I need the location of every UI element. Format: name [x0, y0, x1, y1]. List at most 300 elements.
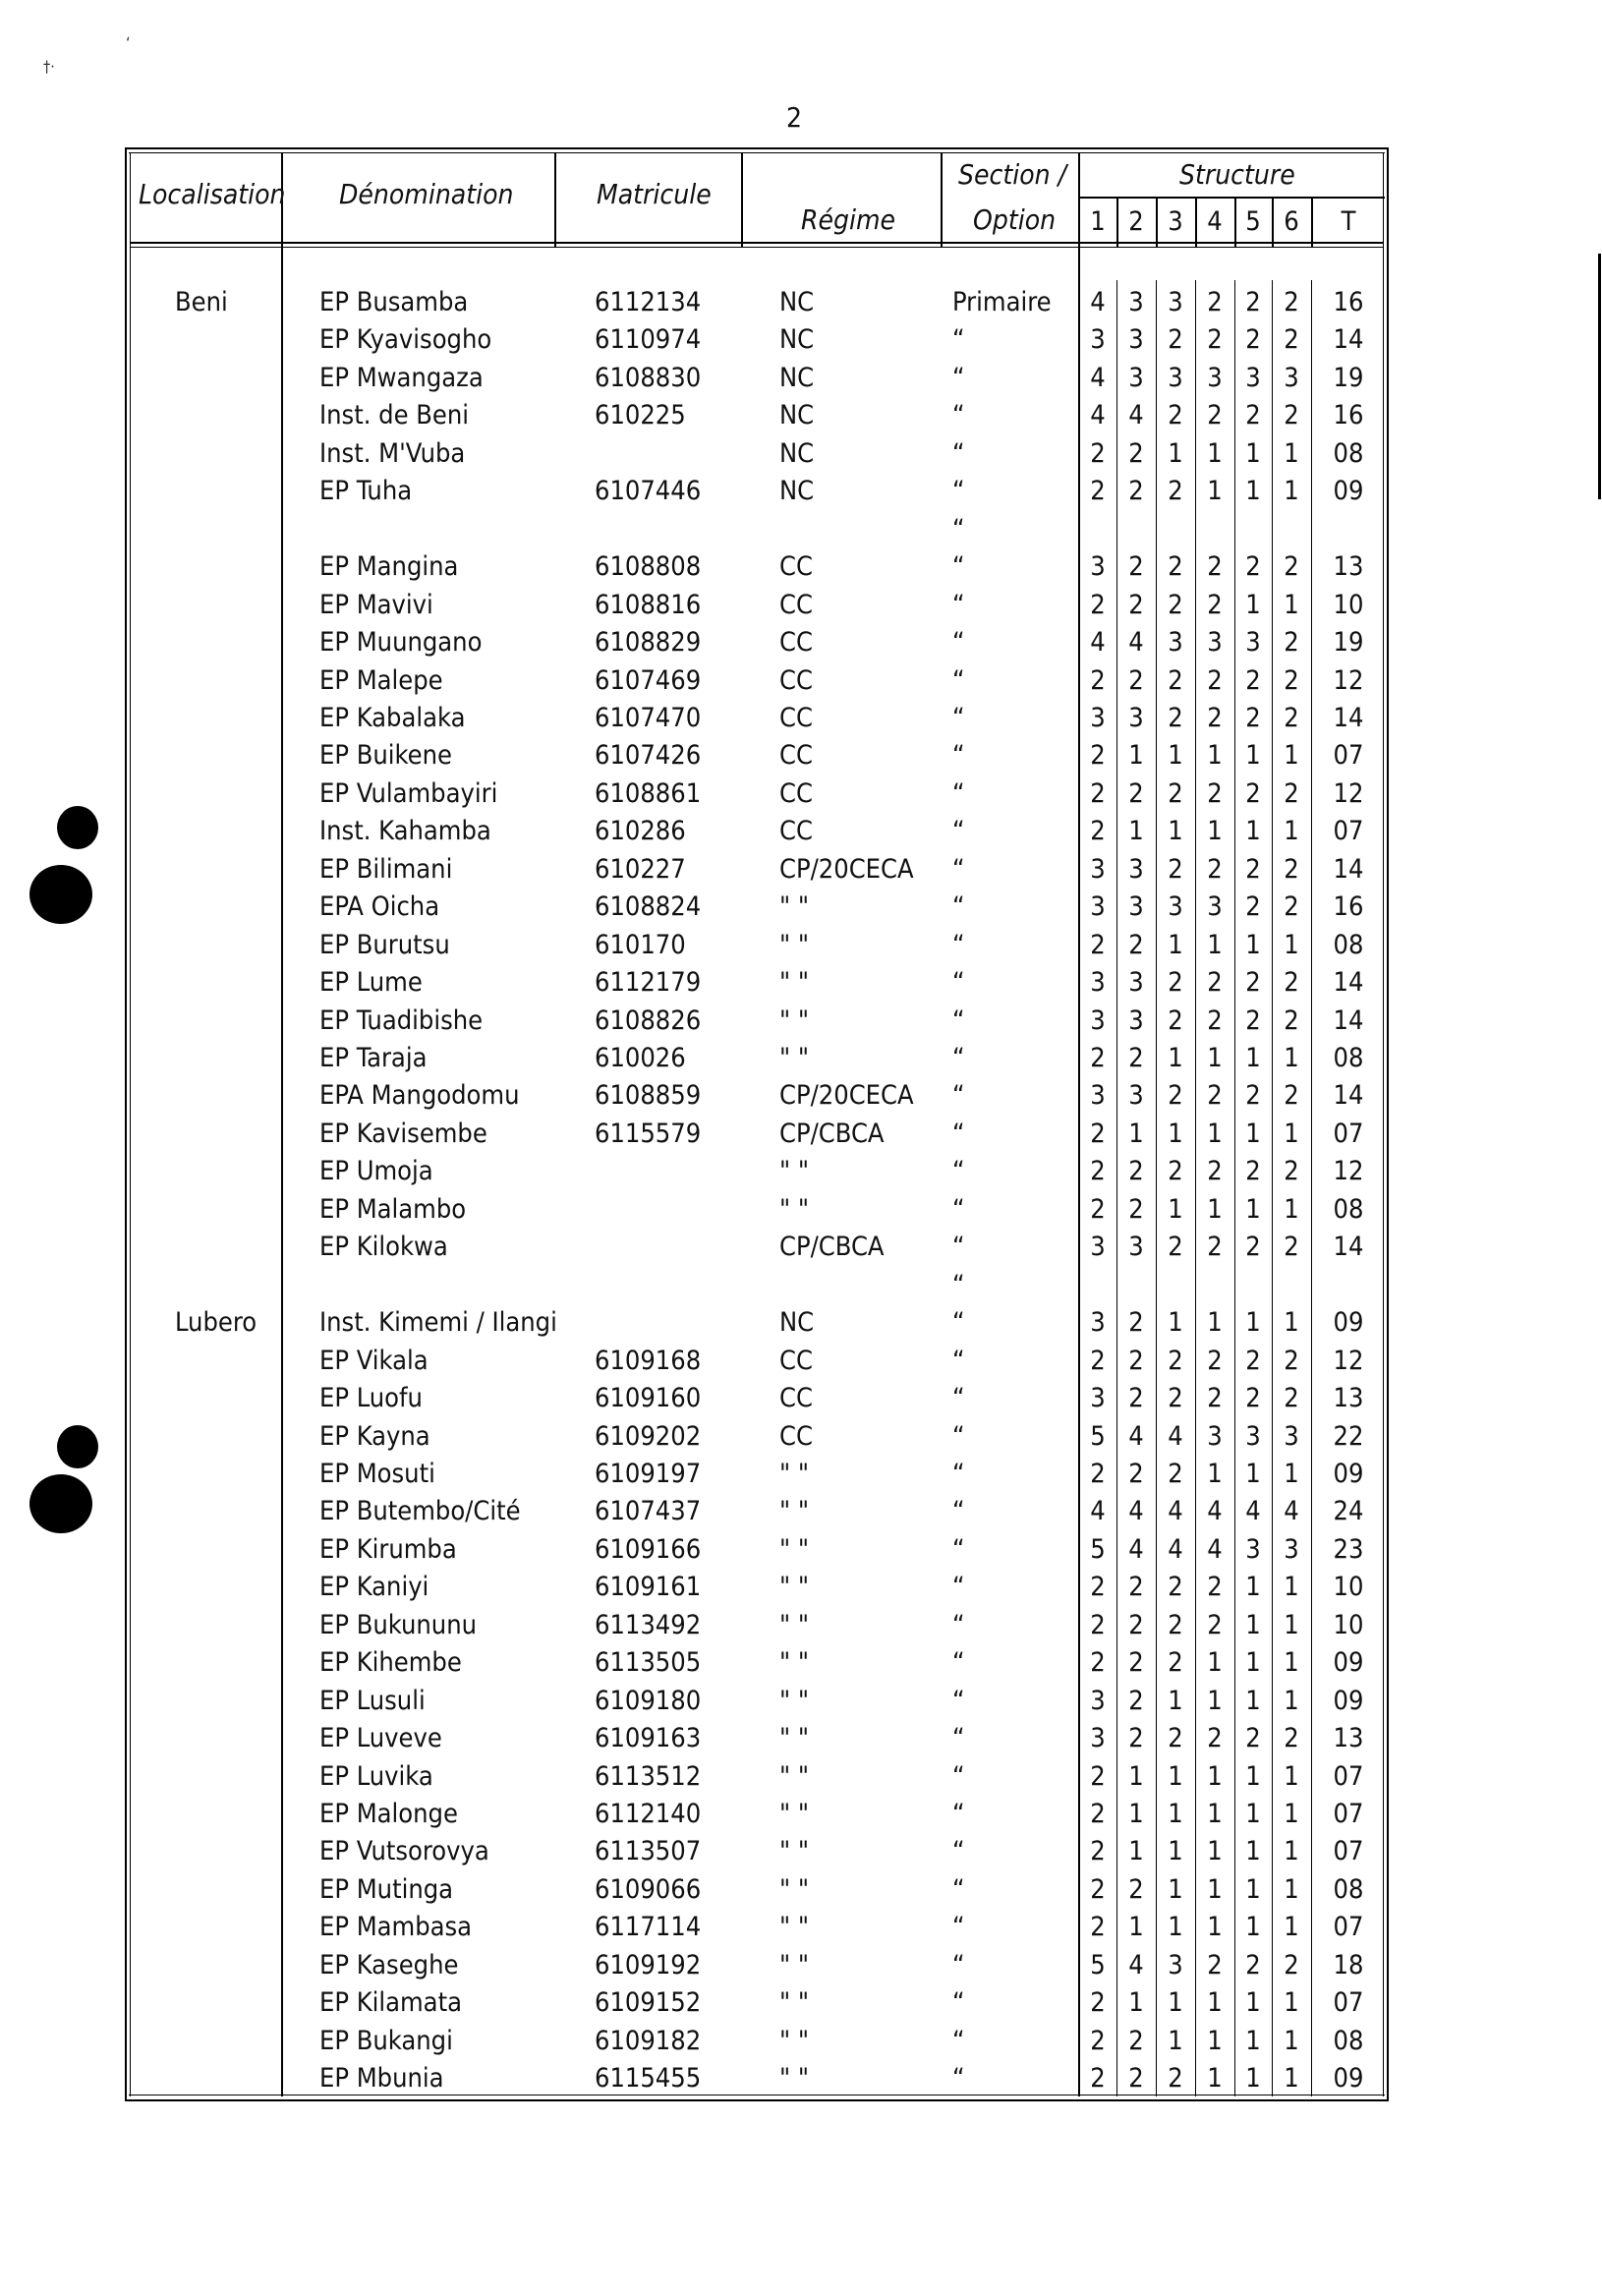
cell-structure: 2: [1245, 1383, 1261, 1413]
cell-structure: 1: [1207, 1459, 1223, 1489]
cell-structure: 4: [1128, 1950, 1144, 1980]
cell-section-option: “: [952, 551, 965, 582]
cell-regime: " ": [779, 1836, 810, 1866]
cell-total: 08: [1333, 2026, 1364, 2056]
cell-structure: 1: [1245, 2026, 1261, 2056]
cell-total: 07: [1333, 1987, 1364, 2018]
cell-structure: 2: [1168, 400, 1183, 430]
cell-structure: 1: [1245, 930, 1261, 960]
cell-structure: 2: [1090, 1761, 1106, 1792]
cell-structure: 2: [1090, 1156, 1106, 1186]
cell-structure: 3: [1090, 1080, 1106, 1111]
cell-structure: 2: [1284, 1383, 1299, 1413]
cell-structure: 4: [1245, 1496, 1261, 1526]
cell-section-option: “: [952, 665, 965, 696]
cell-denomination: EP Lume: [319, 967, 423, 998]
cell-structure: 2: [1090, 740, 1106, 771]
cell-denomination: EP Kirumba: [319, 1534, 457, 1565]
header-matricule: Matricule: [597, 178, 712, 210]
cell-structure: 2: [1090, 1874, 1106, 1905]
cell-denomination: EP Tuha: [319, 476, 413, 506]
cell-structure: 1: [1207, 1647, 1223, 1678]
cell-structure: 1: [1207, 930, 1223, 960]
cell-denomination: EP Bilimani: [319, 854, 453, 885]
cell-denomination: EP Butembo/Cité: [319, 1496, 521, 1526]
punch-hole: [57, 1425, 98, 1468]
cell-structure: 2: [1284, 665, 1299, 696]
cell-denomination: EP Burutsu: [319, 930, 450, 960]
cell-structure: 2: [1090, 438, 1106, 469]
cell-regime: CC: [779, 1421, 813, 1452]
cell-structure: 1: [1284, 740, 1299, 771]
cell-structure: 2: [1128, 2026, 1144, 2056]
cell-total: 07: [1333, 1119, 1364, 1149]
cell-matricule: 6109197: [595, 1459, 702, 1489]
cell-structure: 1: [1284, 1761, 1299, 1792]
cell-regime: " ": [779, 1572, 810, 1602]
cell-regime: NC: [779, 400, 815, 430]
cell-structure: 1: [1284, 1912, 1299, 1942]
cell-structure: 2: [1207, 703, 1223, 733]
cell-structure: 2: [1168, 1080, 1183, 1111]
cell-structure: 2: [1090, 930, 1106, 960]
cell-section-option: “: [952, 1761, 965, 1792]
cell-structure: 2: [1168, 1459, 1183, 1489]
cell-regime: CC: [779, 665, 813, 696]
cell-regime: " ": [779, 1610, 810, 1640]
cell-section-option: Primaire: [952, 287, 1052, 317]
cell-structure: 1: [1284, 1307, 1299, 1338]
cell-denomination: EP Vikala: [319, 1346, 429, 1376]
cell-denomination: EP Luvika: [319, 1761, 433, 1792]
table-border: [129, 152, 1385, 153]
cell-section-option: “: [952, 1572, 965, 1602]
cell-structure: 2: [1128, 930, 1144, 960]
cell-matricule: 6108861: [595, 778, 702, 809]
cell-total: 07: [1333, 740, 1364, 771]
cell-total: 09: [1333, 1307, 1364, 1338]
cell-structure: 2: [1168, 1005, 1183, 1036]
cell-regime: CC: [779, 551, 813, 582]
header-denomination: Dénomination: [339, 178, 514, 210]
cell-regime: CC: [779, 816, 813, 846]
cell-structure: 3: [1245, 1421, 1261, 1452]
cell-denomination: EP Umoja: [319, 1156, 433, 1186]
cell-structure: 2: [1168, 551, 1183, 582]
cell-structure: 1: [1168, 816, 1183, 846]
cell-structure: 2: [1245, 1156, 1261, 1186]
cell-regime: CP/20CECA: [779, 1080, 914, 1111]
cell-denomination: EPA Mangodomu: [319, 1080, 520, 1111]
cell-structure: 1: [1128, 1987, 1144, 2018]
cell-structure: 1: [1207, 1836, 1223, 1866]
cell-structure: 1: [1284, 1572, 1299, 1602]
cell-structure: 1: [1245, 1912, 1261, 1942]
cell-structure: 4: [1207, 1534, 1223, 1565]
cell-section-option: “: [952, 324, 965, 355]
cell-structure: 4: [1090, 1496, 1106, 1526]
cell-structure: 1: [1245, 1119, 1261, 1149]
cell-structure: 4: [1128, 627, 1144, 658]
cell-structure: 3: [1245, 1534, 1261, 1565]
page-number: 2: [786, 101, 803, 134]
cell-structure: 4: [1284, 1496, 1299, 1526]
cell-structure: 2: [1128, 1307, 1144, 1338]
cell-total: 10: [1333, 1572, 1364, 1602]
cell-structure: 2: [1168, 1572, 1183, 1602]
cell-structure: 2: [1128, 438, 1144, 469]
cell-structure: 1: [1245, 1043, 1261, 1073]
cell-structure: 3: [1128, 287, 1144, 317]
cell-structure: 2: [1168, 1723, 1183, 1753]
structure-col-divider: [1311, 197, 1313, 247]
cell-structure: 3: [1128, 1005, 1144, 1036]
cell-denomination: EP Kyavisogho: [319, 324, 492, 355]
cell-structure: 2: [1284, 854, 1299, 885]
cell-total: 13: [1333, 1723, 1364, 1753]
cell-structure: 3: [1128, 1080, 1144, 1111]
structure-col-header: 6: [1284, 206, 1299, 237]
cell-denomination: EP Taraja: [319, 1043, 428, 1073]
cell-structure: 2: [1128, 778, 1144, 809]
cell-denomination: EP Kilokwa: [319, 1232, 448, 1262]
cell-structure: 2: [1128, 1686, 1144, 1716]
cell-regime: NC: [779, 1307, 815, 1338]
cell-structure: 2: [1168, 1383, 1183, 1413]
cell-section-option: “: [952, 363, 965, 393]
cell-denomination: EP Mangina: [319, 551, 459, 582]
cell-section-option: “: [952, 590, 965, 620]
cell-matricule: 6117114: [595, 1912, 702, 1942]
cell-matricule: 6110974: [595, 324, 702, 355]
cell-structure: 3: [1207, 891, 1223, 922]
cell-total: 07: [1333, 1799, 1364, 1829]
cell-structure: 2: [1245, 891, 1261, 922]
cell-structure: 2: [1245, 324, 1261, 355]
cell-structure: 2: [1128, 1383, 1144, 1413]
cell-structure: 3: [1090, 1723, 1106, 1753]
cell-matricule: 6107470: [595, 703, 702, 733]
cell-structure: 4: [1128, 1534, 1144, 1565]
cell-section-option: “: [952, 1496, 965, 1526]
cell-structure: 1: [1284, 438, 1299, 469]
cell-structure: 2: [1207, 1005, 1223, 1036]
cell-structure: 1: [1245, 2063, 1261, 2094]
cell-structure: 2: [1090, 2026, 1106, 2056]
cell-denomination: Inst. Kimemi / Ilangi: [319, 1307, 557, 1338]
cell-structure: 3: [1284, 1534, 1299, 1565]
cell-matricule: 6112140: [595, 1799, 702, 1829]
cell-structure: 2: [1284, 1950, 1299, 1980]
cell-denomination: EP Mavivi: [319, 590, 433, 620]
cell-structure: 2: [1284, 1232, 1299, 1262]
cell-total: 09: [1333, 1686, 1364, 1716]
cell-total: 12: [1333, 665, 1364, 696]
cell-denomination: Inst. de Beni: [319, 400, 470, 430]
cell-total: 16: [1333, 891, 1364, 922]
cell-structure: 4: [1090, 363, 1106, 393]
cell-structure: 1: [1128, 1912, 1144, 1942]
cell-structure: 3: [1128, 324, 1144, 355]
cell-structure: 2: [1090, 1043, 1106, 1073]
cell-total: 13: [1333, 551, 1364, 582]
cell-structure: 2: [1284, 778, 1299, 809]
structure-col-header: 5: [1245, 206, 1261, 237]
cell-structure: 1: [1284, 816, 1299, 846]
cell-structure: 1: [1284, 2063, 1299, 2094]
cell-structure: 1: [1207, 1987, 1223, 2018]
cell-regime: " ": [779, 967, 810, 998]
cell-structure: 2: [1090, 1610, 1106, 1640]
cell-regime: " ": [779, 1496, 810, 1526]
cell-matricule: 6109166: [595, 1534, 702, 1565]
cell-structure: 1: [1207, 1874, 1223, 1905]
cell-structure: 2: [1090, 590, 1106, 620]
cell-total: 09: [1333, 476, 1364, 506]
cell-matricule: 6109160: [595, 1383, 702, 1413]
cell-structure: 1: [1207, 740, 1223, 771]
cell-structure: 2: [1090, 1836, 1106, 1866]
cell-regime: " ": [779, 891, 810, 922]
cell-regime: " ": [779, 930, 810, 960]
cell-total: 07: [1333, 1912, 1364, 1942]
cell-total: 14: [1333, 1232, 1364, 1262]
header-localisation: Localisation: [139, 178, 286, 210]
cell-structure: 3: [1128, 854, 1144, 885]
cell-structure: 1: [1245, 1459, 1261, 1489]
cell-section-option: “: [952, 740, 965, 771]
cell-structure: 1: [1168, 1912, 1183, 1942]
table-border: [125, 2099, 1389, 2101]
cell-structure: 2: [1168, 324, 1183, 355]
cell-structure: 3: [1128, 1232, 1144, 1262]
cell-total: 10: [1333, 590, 1364, 620]
cell-regime: NC: [779, 363, 815, 393]
cell-structure: 1: [1128, 1799, 1144, 1829]
cell-structure: 1: [1284, 1836, 1299, 1866]
structure-col-header: T: [1341, 206, 1356, 237]
cell-structure: 2: [1128, 665, 1144, 696]
cell-structure: 2: [1090, 476, 1106, 506]
cell-structure: 4: [1090, 400, 1106, 430]
cell-section-option: “: [952, 400, 965, 430]
cell-structure: 2: [1168, 854, 1183, 885]
cell-structure: 1: [1245, 438, 1261, 469]
cell-structure: 2: [1245, 1950, 1261, 1980]
cell-structure: 1: [1168, 1119, 1183, 1149]
cell-regime: NC: [779, 287, 815, 317]
cell-regime: " ": [779, 1874, 810, 1905]
cell-structure: 3: [1090, 1383, 1106, 1413]
cell-denomination: EP Busamba: [319, 287, 469, 317]
cell-structure: 2: [1284, 703, 1299, 733]
cell-structure: 1: [1245, 1572, 1261, 1602]
cell-structure: 2: [1090, 1459, 1106, 1489]
cell-structure: 2: [1090, 1346, 1106, 1376]
cell-structure: 2: [1284, 891, 1299, 922]
cell-structure: 1: [1207, 1761, 1223, 1792]
cell-structure: 3: [1090, 1686, 1106, 1716]
cell-structure: 2: [1090, 1647, 1106, 1678]
cell-denomination: EP Luveve: [319, 1723, 442, 1753]
cell-structure: 2: [1168, 1610, 1183, 1640]
cell-structure: 2: [1284, 1005, 1299, 1036]
cell-structure: 2: [1284, 1156, 1299, 1186]
cell-structure: 1: [1284, 590, 1299, 620]
cell-regime: CC: [779, 590, 813, 620]
cell-regime: CC: [779, 740, 813, 771]
cell-structure: 3: [1090, 1005, 1106, 1036]
cell-total: 08: [1333, 930, 1364, 960]
cell-structure: 1: [1245, 816, 1261, 846]
cell-section-option: “: [952, 1459, 965, 1489]
cell-structure: 1: [1128, 816, 1144, 846]
cell-section-option: “: [952, 1874, 965, 1905]
cell-structure: 4: [1128, 1421, 1144, 1452]
cell-structure: 2: [1284, 324, 1299, 355]
cell-structure: 1: [1168, 1987, 1183, 2018]
cell-regime: " ": [779, 1686, 810, 1716]
cell-denomination: EP Kabalaka: [319, 703, 466, 733]
cell-structure: 2: [1128, 2063, 1144, 2094]
cell-structure: 2: [1128, 1610, 1144, 1640]
header-section-line2: Option: [973, 203, 1057, 236]
cell-structure: 2: [1245, 1346, 1261, 1376]
cell-matricule: 610227: [595, 854, 686, 885]
cell-section-option: “: [952, 1307, 965, 1338]
cell-structure: 3: [1168, 1950, 1183, 1980]
cell-total: 14: [1333, 854, 1364, 885]
scan-speck: ‘: [126, 33, 131, 52]
cell-regime: CC: [779, 627, 813, 658]
cell-structure: 1: [1168, 1799, 1183, 1829]
cell-section-option: “: [952, 2026, 965, 2056]
column-divider: [941, 152, 943, 247]
cell-structure: 1: [1245, 1610, 1261, 1640]
cell-total: 23: [1333, 1534, 1364, 1565]
cell-structure: 1: [1245, 1874, 1261, 1905]
cell-structure: 1: [1284, 1874, 1299, 1905]
cell-matricule: 610286: [595, 816, 686, 846]
cell-structure: 4: [1090, 287, 1106, 317]
cell-regime: " ": [779, 1950, 810, 1980]
cell-structure: 4: [1168, 1421, 1183, 1452]
cell-matricule: 6112179: [595, 967, 702, 998]
cell-section-option: “: [952, 1383, 965, 1413]
cell-total: 07: [1333, 1761, 1364, 1792]
cell-denomination: EPA Oicha: [319, 891, 440, 922]
cell-structure: 2: [1128, 1723, 1144, 1753]
cell-structure: 2: [1128, 1194, 1144, 1225]
cell-structure: 1: [1284, 1043, 1299, 1073]
cell-matricule: 6109180: [595, 1686, 702, 1716]
scan-edge-mark: [1598, 254, 1601, 499]
cell-matricule: 6107426: [595, 740, 702, 771]
cell-section-option: “: [952, 967, 965, 998]
cell-structure: 1: [1207, 1799, 1223, 1829]
cell-structure: 1: [1207, 816, 1223, 846]
cell-structure: 1: [1284, 1459, 1299, 1489]
cell-section-option: “: [952, 1119, 965, 1149]
cell-total: 16: [1333, 287, 1364, 317]
cell-regime: NC: [779, 324, 815, 355]
cell-structure: 1: [1245, 1307, 1261, 1338]
cell-denomination: Inst. Kahamba: [319, 816, 491, 846]
cell-regime: " ": [779, 1459, 810, 1489]
cell-total: 19: [1333, 627, 1364, 658]
cell-structure: 2: [1128, 1346, 1144, 1376]
cell-matricule: 610026: [595, 1043, 686, 1073]
cell-matricule: 6113512: [595, 1761, 702, 1792]
cell-structure: 4: [1207, 1496, 1223, 1526]
cell-structure: 2: [1245, 967, 1261, 998]
cell-denomination: EP Malepe: [319, 665, 443, 696]
cell-structure: 4: [1128, 400, 1144, 430]
cell-structure: 2: [1207, 1383, 1223, 1413]
cell-section-option: “: [952, 854, 965, 885]
cell-structure: 5: [1090, 1950, 1106, 1980]
cell-structure: 3: [1090, 854, 1106, 885]
cell-structure: 2: [1284, 287, 1299, 317]
cell-denomination: EP Buikene: [319, 740, 452, 771]
cell-matricule: 6107446: [595, 476, 702, 506]
cell-total: 08: [1333, 1194, 1364, 1225]
cell-structure: 2: [1128, 1043, 1144, 1073]
cell-matricule: 6109163: [595, 1723, 702, 1753]
cell-structure: 1: [1168, 1874, 1183, 1905]
cell-structure: 1: [1168, 1043, 1183, 1073]
cell-denomination: EP Mwangaza: [319, 363, 484, 393]
cell-regime: CP/CBCA: [779, 1119, 885, 1149]
cell-denomination: EP Muungano: [319, 627, 483, 658]
cell-structure: 3: [1090, 1307, 1106, 1338]
cell-structure: 1: [1284, 1647, 1299, 1678]
cell-total: 14: [1333, 1005, 1364, 1036]
cell-matricule: 6107469: [595, 665, 702, 696]
cell-structure: 2: [1207, 1610, 1223, 1640]
cell-regime: " ": [779, 1156, 810, 1186]
cell-denomination: EP Kihembe: [319, 1647, 462, 1678]
cell-structure: 3: [1284, 1421, 1299, 1452]
cell-structure: 4: [1128, 1496, 1144, 1526]
cell-denomination: EP Bukununu: [319, 1610, 477, 1640]
cell-denomination: Inst. M'Vuba: [319, 438, 466, 469]
structure-col-divider: [1311, 280, 1312, 2096]
cell-total: 14: [1333, 324, 1364, 355]
cell-structure: 1: [1207, 2063, 1223, 2094]
cell-matricule: 6108859: [595, 1080, 702, 1111]
cell-structure: 2: [1284, 551, 1299, 582]
cell-total: 09: [1333, 1647, 1364, 1678]
cell-structure: 1: [1128, 740, 1144, 771]
cell-total: 07: [1333, 816, 1364, 846]
cell-section-option: “: [952, 1080, 965, 1111]
cell-section-option: “: [952, 703, 965, 733]
cell-regime: " ": [779, 1912, 810, 1942]
cell-regime: " ": [779, 1194, 810, 1225]
cell-section-option: “: [952, 438, 965, 469]
cell-structure: 1: [1207, 438, 1223, 469]
cell-regime: " ": [779, 1723, 810, 1753]
cell-structure: 1: [1284, 1610, 1299, 1640]
cell-denomination: EP Malonge: [319, 1799, 458, 1829]
cell-structure: 3: [1090, 1232, 1106, 1262]
header-section-line1: Section /: [958, 158, 1067, 191]
header-structure: Structure: [1179, 158, 1295, 191]
cell-regime: " ": [779, 1005, 810, 1036]
cell-total: 18: [1333, 1950, 1364, 1980]
cell-total: 10: [1333, 1610, 1364, 1640]
